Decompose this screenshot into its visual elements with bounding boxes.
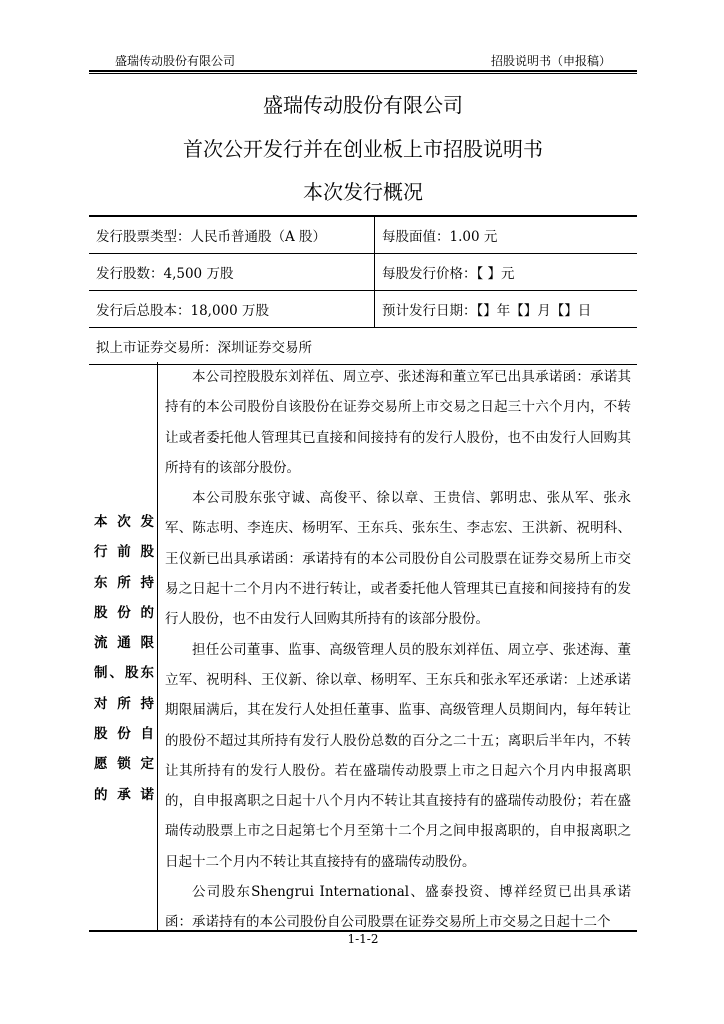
- table-cell: 每股发行价格：【 】元: [375, 254, 638, 291]
- label-line: 行前股: [94, 544, 154, 561]
- table-cell: 每股面值：1.00 元: [375, 216, 638, 254]
- table-row: [89, 291, 637, 328]
- lockup-label: [94, 507, 154, 810]
- label-line: 股份的: [94, 604, 154, 621]
- lockup-body: [165, 362, 631, 938]
- paragraph: 本公司股东张守诚、高俊平、徐以章、王贵信、郭明忠、张从军、张永军、陈志明、李连庆、杨明军、王东兵、张东生、李志宏、王洪新、祝明科、王仪新已出具承诺函：承诺持有的本公司股份自公司股票在证券交易所上市交易之日起十二个月内不进行转让，或者委托他人管理其已直接和间接持有的发行人股份，也不由发行人回购其所持有的该部分股份。: [165, 490, 631, 628]
- paragraph: 担任公司董事、监事、高级管理人员的股东刘祥伍、周立亭、张述海、董立军、祝明科、王仪新、徐以章、杨明军、王东兵和张永军还承诺：上述承诺期限届满后，其在发行人处担任董事、监事、高级管理人员期间内，每年转让的股份不超过其所持有发行人股份总数的百分之二十五；离职后半年内，不转让其所持有的发行人股份。若在盛瑞传动股票上市之日起六个月内申报离职的，自申报离职之日起十八个月内不转让其直接持有的盛瑞传动股份；若在盛瑞传动股票上市之日起第七个月至第十二个月之间申报离职的，自申报离职之日起十二个月内不转让其直接持有的盛瑞传动股份。: [165, 641, 631, 870]
- page-number: 1-1-2: [347, 932, 379, 946]
- label-line: 本次发: [94, 514, 154, 530]
- lockup-label-cell: [89, 362, 158, 930]
- header-rule-thin: [89, 73, 637, 74]
- lockup-section: [89, 362, 637, 932]
- table-row: [89, 216, 637, 254]
- label-line: 愿锁定: [94, 756, 154, 773]
- label-line: 制、股东: [94, 665, 154, 682]
- paragraph: 本公司控股股东刘祥伍、周立亭、张述海和董立军已出具承诺函：承诺其持有的本公司股份自该股份在证券交易所上市交易之日起三十六个月内，不转让或者委托他人管理其已直接和间接持有的发行人股份，也不由发行人回购其所持有的该部分股份。: [165, 369, 631, 476]
- page-header: [89, 52, 637, 70]
- header-doc-type: 招股说明书（申报稿）: [490, 54, 611, 68]
- table-cell: 预计发行日期：【】年【】月【】日: [375, 291, 638, 328]
- table-cell: 发行股票类型：人民币普通股（A 股）: [89, 216, 375, 254]
- label-line: 东所持: [94, 574, 154, 591]
- label-line: 股份自: [94, 726, 154, 743]
- label-line: 对所持: [94, 695, 154, 712]
- table-row: [89, 328, 637, 365]
- prospectus-title: 首次公开发行并在创业板上市招股说明书: [183, 137, 543, 161]
- label-line: 的承诺: [94, 786, 154, 803]
- header-company: 盛瑞传动股份有限公司: [115, 54, 236, 68]
- paragraph: 公司股东Shengrui International、盛泰投资、博祥经贸已出具承诺函：承诺持有的本公司股份自公司股票在证券交易所上市交易之日起十二个: [165, 884, 631, 931]
- table-cell: 发行后总股本：18,000 万股: [89, 291, 375, 328]
- issuance-info-table: [89, 215, 637, 365]
- table-row: [89, 254, 637, 291]
- header-rule: [89, 70, 637, 72]
- company-title: 盛瑞传动股份有限公司: [263, 93, 463, 117]
- section-title: 本次发行概况: [303, 180, 423, 204]
- table-cell: 发行股数：4,500 万股: [89, 254, 375, 291]
- label-line: 流通限: [94, 635, 154, 652]
- exchange-cell: 拟上市证券交易所：深圳证券交易所: [89, 328, 637, 365]
